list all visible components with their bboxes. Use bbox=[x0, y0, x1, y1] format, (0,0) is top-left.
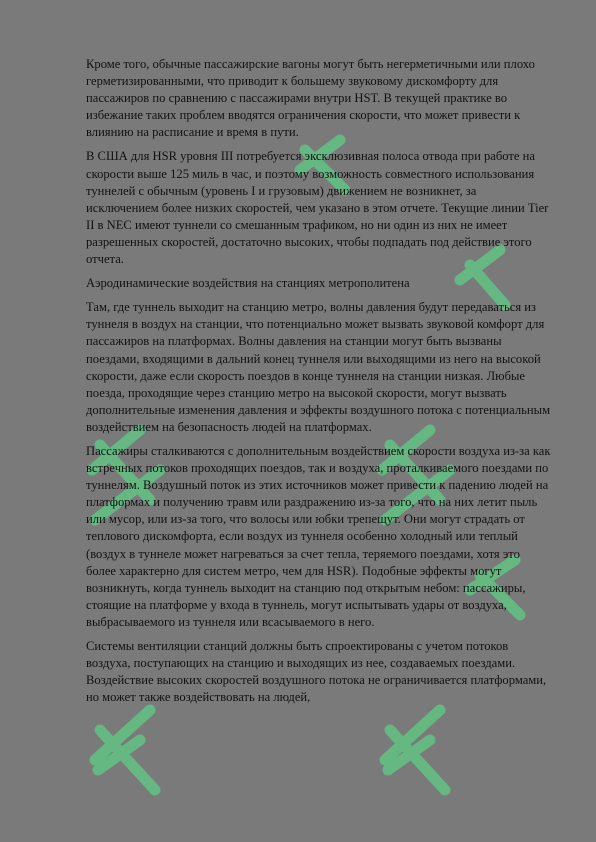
paragraph: Системы вентиляции станций должны быть спроектированы с учетом потоков воздуха, поступающих на станцию и выходящих из нее, создаваемых поездами. Воздействие высоких скоростей воздушного потока не ограничивается платформами, но может также воздействовать на людей, bbox=[86, 639, 547, 705]
paragraph: В США для HSR уровня III потребуется эксклюзивная полоса отвода при работе на скорости выше 125 миль в час, и поэтому возможность совместного использования туннелей с обычным (уровень I и грузовым) движением не возникнет, за исключением более низких скоростей, чем указано в этом отчете. Текущие линии Tier II в NEC имеют туннели со смешанным трафиком, но ни один из них не имеет разрешенных скоростей, достаточно высоких, чтобы подпадать под действие этого отчета. bbox=[86, 149, 549, 267]
paragraph: Пассажиры сталкиваются с дополнительным воздействием скорости воздуха из-за как встречных потоков проходящих поездов, так и воздуха, проталкиваемого поездами по туннелям. Воздушный поток из этих источников может привести к падению людей на платформах и получению травм или раздражению из-за того, что на них летит пыль или мусор, или из-за того, что волосы или юбки трепещут. Они могут страдать от теплового дискомфорта, если воздух из туннеля особенно холодный или теплый (воздух в туннеле может нагреваться за счет тепла, теряемого поездами, хотя это более характерно для систем метро, чем для HSR). Подобные эффекты могут возникнуть, когда туннель выходит на станцию под открытым небом: пассажиры, стоящие на платформе у входа в туннель, могут испытывать удары от воздуха, выбрасываемого из туннеля или всасываемого в него. bbox=[86, 443, 551, 629]
section-heading: Аэродинамические воздействия на станциях метрополитена bbox=[86, 276, 410, 291]
paragraph: Там, где туннель выходит на станцию метро, волны давления будут передаваться из туннеля в воздух на станции, что потенциально может вызвать звуковой комфорт для пассажиров на платформах. Волны давления на станции могут быть вызваны поездами, входящими в дальний конец туннеля или выходящими из него на высокой скорости, даже если скорость поездов в конце туннеля на станции низкая. Любые поезда, проходящие через станцию метро на высокой скорости, могут вызвать дополнительные изменения давления и эффекты воздушного потока с потенциальным воздействием на безопасность людей на платформах. bbox=[86, 300, 551, 434]
paragraph: Кроме того, обычные пассажирские вагоны могут быть негерметичными или плохо герметизированными, что приводит к большему звуковому дискомфорту для пассажиров по сравнению с пассажирами внутри HST. В текущей практике во избежание таких проблем вводятся ограничения скорости, что может привести к влиянию на расписание и время в пути. bbox=[86, 57, 535, 140]
watermark-glyph bbox=[385, 710, 445, 790]
document-body bbox=[86, 56, 552, 713]
watermark-glyph bbox=[95, 710, 155, 790]
